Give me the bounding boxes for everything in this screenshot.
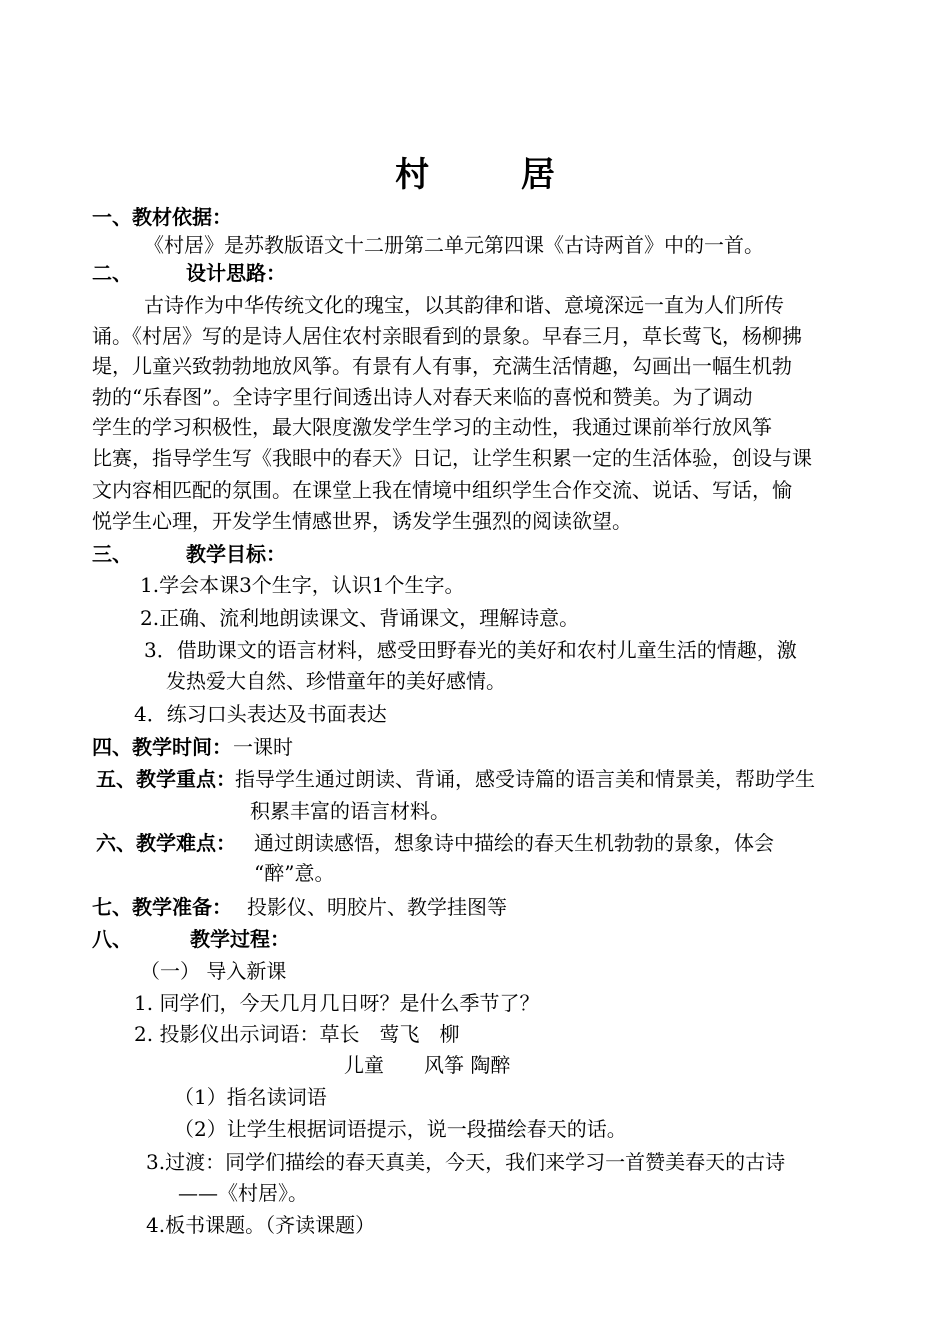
- process-item-2: 2. 投影仪出示词语：草长 莺飞 柳: [134, 1022, 460, 1046]
- process-item-3-line-2: ——《村居》。: [178, 1181, 308, 1205]
- process-item-2-1: （1）指名读词语: [174, 1085, 327, 1109]
- page-title: 村 居: [395, 155, 595, 195]
- process-item-3-line-1: 3.过渡：同学们描绘的春天真美，今天，我们来学习一首赞美春天的古诗: [146, 1150, 786, 1174]
- goal-3-line-2: 发热爱大自然、珍惜童年的美好感情。: [166, 669, 506, 693]
- section-8-heading: 教学过程：: [190, 927, 290, 951]
- section-5-line-1: 指导学生通过朗读、背诵，感受诗篇的语言美和情景美，帮助学生: [235, 767, 815, 791]
- section-2-number: 二、: [92, 261, 132, 285]
- section-3-number: 三、: [92, 542, 132, 566]
- process-item-2-2: （2）让学生根据词语提示，说一段描绘春天的话。: [174, 1117, 627, 1141]
- process-item-2-words: 儿童 风筝 陶醉: [344, 1053, 511, 1077]
- section-6-heading: 六、教学难点：: [96, 831, 236, 855]
- section-2-line: 文内容相匹配的氛围。在课堂上我在情境中组织学生合作交流、说话、写话，愉: [92, 478, 792, 502]
- section-6-line-1: 通过朗读感悟，想象诗中描绘的春天生机勃勃的景象，体会: [254, 831, 774, 855]
- section-3-heading: 教学目标：: [186, 542, 286, 566]
- section-4-text: 一课时: [233, 735, 293, 759]
- goal-2: 2.正确、流利地朗读课文、背诵课文，理解诗意。: [140, 606, 580, 630]
- section-7-heading: 七、教学准备：: [92, 895, 232, 919]
- section-1-text: 《村居》是苏教版语文十二册第二单元第四课《古诗两首》中的一首。: [144, 233, 764, 257]
- section-2-line: 古诗作为中华传统文化的瑰宝，以其韵律和谐、意境深远一直为人们所传: [144, 293, 784, 317]
- section-8-number: 八、: [92, 927, 132, 951]
- process-item-4: 4.板书课题。（齐读课题）: [146, 1213, 376, 1237]
- section-2-line: 勃的“乐春图”。全诗字里行间透出诗人对春天来临的喜悦和赞美。为了调动: [92, 385, 753, 409]
- section-2-line: 比赛，指导学生写《我眼中的春天》日记，让学生积累一定的生活体验，创设与课: [92, 446, 812, 470]
- section-2-heading: 设计思路：: [186, 261, 286, 285]
- section-7-text: 投影仪、明胶片、教学挂图等: [247, 895, 507, 919]
- section-2-line: 悦学生心理，开发学生情感世界，诱发学生强烈的阅读欲望。: [92, 509, 632, 533]
- section-1-heading: 一、教材依据：: [92, 205, 232, 229]
- section-2-line: 诵。《村居》写的是诗人居住农村亲眼看到的景象。早春三月，草长莺飞，杨柳拂: [92, 324, 802, 348]
- section-6-line-2: “醉”意。: [254, 861, 335, 885]
- section-5-heading: 五、教学重点：: [96, 767, 236, 791]
- section-5-line-2: 积累丰富的语言材料。: [250, 799, 450, 823]
- process-item-1: 1. 同学们，今天几月几日呀？是什么季节了？: [134, 991, 540, 1015]
- section-2-line: 学生的学习积极性，最大限度激发学生学习的主动性，我通过课前举行放风筝: [92, 415, 772, 439]
- section-4-heading: 四、教学时间：: [92, 735, 232, 759]
- process-subheading: （一） 导入新课: [140, 959, 287, 983]
- goal-3-line-1: 3．借助课文的语言材料，感受田野春光的美好和农村儿童生活的情趣，激: [144, 638, 797, 662]
- section-2-line: 堤，儿童兴致勃勃地放风筝。有景有人有事，充满生活情趣，勾画出一幅生机勃: [92, 354, 792, 378]
- goal-4: 4．练习口头表达及书面表达: [134, 702, 387, 726]
- goal-1: 1.学会本课3个生字，认识1个生字。: [140, 573, 465, 597]
